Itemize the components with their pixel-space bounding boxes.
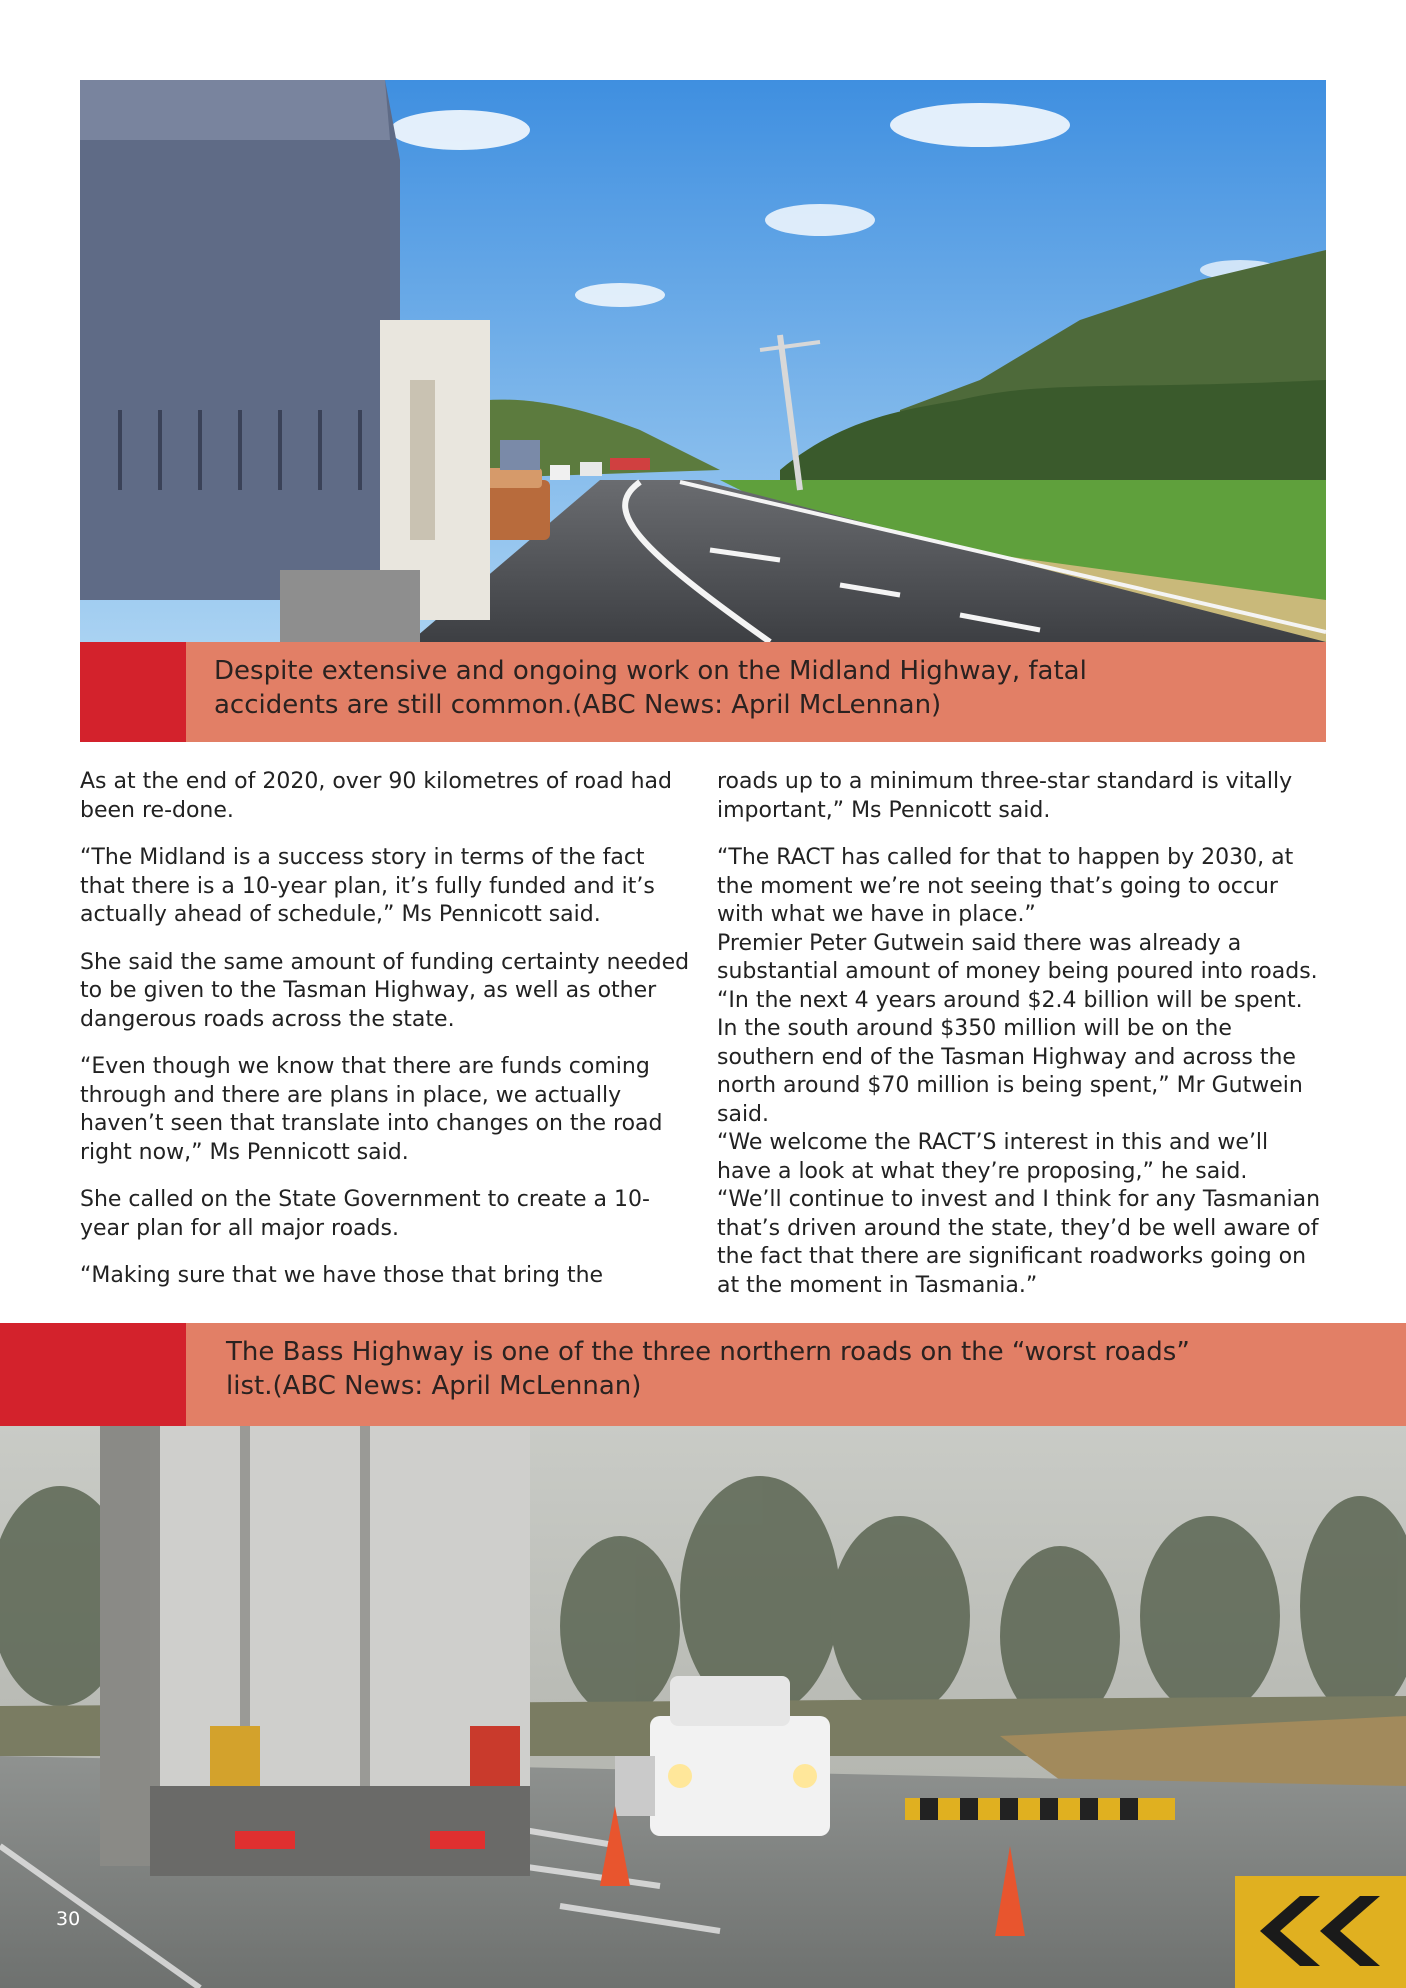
caption-band-top: [80, 642, 1326, 742]
article-paragraph: Premier Peter Gutwein said there was already a substantial amount of money being poured into roads.: [717, 930, 1318, 984]
caption-band-bottom: [0, 1323, 1406, 1426]
article-paragraph: She called on the State Government to create a 10-year plan for all major roads.: [80, 1187, 650, 1241]
caption-bottom-text: The Bass Highway is one of the three northern roads on the “worst roads” list.(ABC News: April McLennan): [226, 1337, 1190, 1401]
caption-top-text: Despite extensive and ongoing work on the Midland Highway, fatal accidents are still common.(ABC News: April McLennan): [214, 656, 1087, 720]
article-paragraph: “Making sure that we have those that bring the: [80, 1263, 604, 1288]
article-paragraph: She said the same amount of funding certainty needed to be given to the Tasman Highway, as well as other dangerous roads across the state.: [80, 949, 690, 1032]
article-paragraph: “We welcome the RACT’S interest in this and we’ll have a look at what they’re proposing,” he said.: [717, 1130, 1269, 1184]
article-paragraph: “We’ll continue to invest and I think for any Tasmanian that’s driven around the state, they’d be well aware of the fact that there are significant roadworks going on at the moment in Tasmania.”: [717, 1187, 1321, 1298]
bass-highway-photo: [0, 1426, 1406, 1988]
midland-highway-photo: [80, 80, 1326, 642]
article-paragraph: As at the end of 2020, over 90 kilometres of road had been re-done.: [80, 769, 672, 823]
article-column-left: [80, 768, 692, 1310]
article-column-right: [717, 768, 1329, 1300]
caption-accent-top: [80, 642, 186, 742]
caption-accent-bottom: [0, 1323, 186, 1426]
article-paragraph: “Even though we know that there are funds coming through and there are plans in place, we actually haven’t seen that translate into changes on the road right now,” Ms Pennicott said.: [80, 1054, 663, 1165]
article-paragraph: “The Midland is a success story in terms of the fact that there is a 10-year plan, it’s fully funded and it’s actually ahead of schedule,” Ms Pennicott said.: [80, 845, 655, 927]
page-number: 30: [56, 1908, 81, 1930]
article-paragraph: “In the next 4 years around $2.4 billion will be spent. In the south around $350 million will be on the southern end of the Tasman Highway and across the north around $70 million is being spent,” Mr Gutwein said.: [717, 987, 1303, 1127]
article-paragraph: “The RACT has called for that to happen by 2030, at the moment we’re not seeing that’s going to occur with what we have in place.”: [717, 845, 1294, 927]
article-paragraph: roads up to a minimum three-star standard is vitally important,” Ms Pennicott said.: [717, 769, 1293, 823]
